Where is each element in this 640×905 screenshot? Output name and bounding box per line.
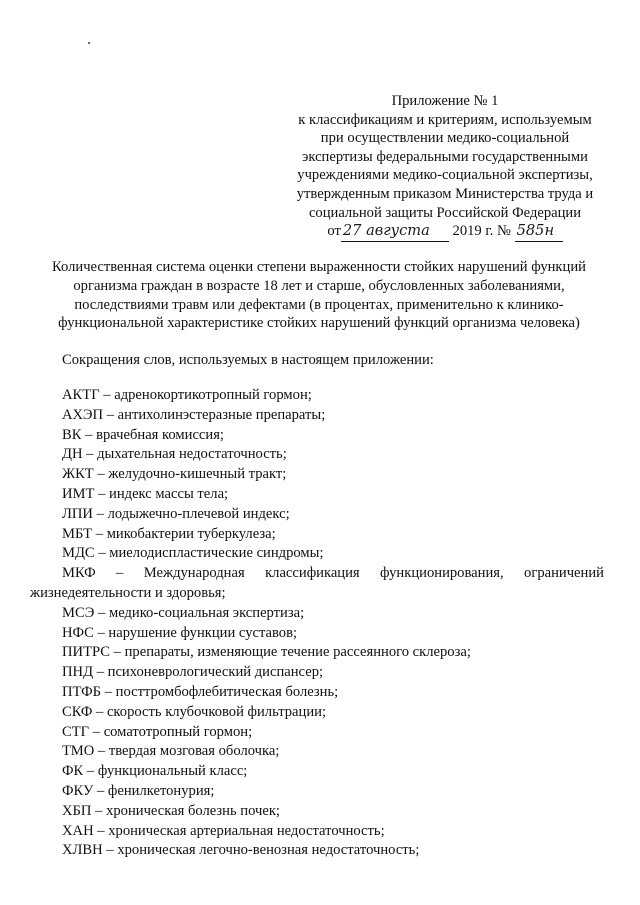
title-line: Количественная система оценки степени выраженности стойких нарушений функций bbox=[52, 259, 586, 275]
list-item: ДН – дыхательная недостаточность; bbox=[62, 446, 287, 463]
list-item: НФС – нарушение функции суставов; bbox=[62, 624, 298, 641]
date-prefix: от bbox=[327, 223, 341, 240]
list-item: ЛПИ – лодыжечно-плечевой индекс; bbox=[62, 505, 290, 522]
list-item: ПИТРС – препараты, изменяющие течение рассеянного склероза; bbox=[62, 644, 471, 661]
title-line: последствиями травм или дефектами (в процентах, применительно к клинико- bbox=[74, 296, 564, 313]
order-date-line bbox=[275, 222, 615, 242]
list-item: МСЭ – медико-социальная экспертиза; bbox=[62, 604, 305, 621]
list-item bbox=[30, 564, 604, 604]
date-year: 2019 г. № bbox=[452, 223, 511, 240]
appendix-line: к классификациям и критериям, используемым bbox=[298, 111, 592, 128]
list-item: ПТФБ – посттромбофлебитическая болезнь; bbox=[62, 683, 339, 700]
list-item: МДС – миелодиспластические синдромы; bbox=[62, 545, 324, 562]
document-title bbox=[30, 258, 608, 333]
handwritten-order-number: 585н bbox=[515, 222, 563, 242]
appendix-line: экспертизы федеральными государственными bbox=[302, 148, 588, 165]
list-item-second-line: жизнедеятельности и здоровья; bbox=[30, 584, 226, 601]
abbreviations-intro: Сокращения слов, используемых в настоящем приложении: bbox=[62, 352, 434, 368]
appendix-title: Приложение № 1 bbox=[391, 93, 499, 109]
list-item: ИМТ – индекс массы тела; bbox=[62, 485, 229, 502]
scan-speck bbox=[88, 42, 90, 44]
handwritten-date: 27 августа bbox=[341, 222, 449, 242]
title-line: организма граждан в возрасте 18 лет и старше, обусловленных заболеваниями, bbox=[73, 277, 565, 294]
title-line: функциональной характеристике стойких нарушений функций организма человека) bbox=[58, 315, 580, 332]
list-item: ТМО – твердая мозговая оболочка; bbox=[62, 743, 280, 760]
appendix-line: утвержденным приказом Министерства труда и bbox=[296, 185, 594, 202]
list-item: АХЭП – антихолинэстеразные препараты; bbox=[62, 406, 326, 423]
list-item: ФКУ – фенилкетонурия; bbox=[62, 782, 215, 799]
list-item: ЖКТ – желудочно-кишечный тракт; bbox=[62, 466, 287, 483]
list-item: СКФ – скорость клубочковой фильтрации; bbox=[62, 703, 327, 720]
list-item: ФК – функциональный класс; bbox=[62, 763, 248, 780]
appendix-line: социальной защиты Российской Федерации bbox=[308, 204, 582, 221]
list-item: АКТГ – адренокортикотропный гормон; bbox=[62, 387, 312, 403]
appendix-header bbox=[275, 92, 615, 242]
list-item: ПНД – психоневрологический диспансер; bbox=[62, 664, 324, 681]
list-item: ХЛВН – хроническая легочно-венозная недостаточность; bbox=[62, 842, 420, 859]
list-item: СТГ – соматотропный гормон; bbox=[62, 723, 253, 740]
appendix-line: учреждениями медико-социальной экспертизы, bbox=[297, 167, 593, 184]
list-item-first-line: МКФ – Международная классификация функционирования, ограничений bbox=[62, 565, 604, 582]
appendix-line: при осуществлении медико-социальной bbox=[320, 130, 570, 147]
list-item: ВК – врачебная комиссия; bbox=[62, 426, 224, 443]
list-item: МБТ – микобактерии туберкулеза; bbox=[62, 525, 276, 542]
abbreviations-list bbox=[30, 386, 604, 861]
list-item: ХАН – хроническая артериальная недостаточность; bbox=[62, 822, 385, 839]
list-item: ХБП – хроническая болезнь почек; bbox=[62, 802, 280, 819]
